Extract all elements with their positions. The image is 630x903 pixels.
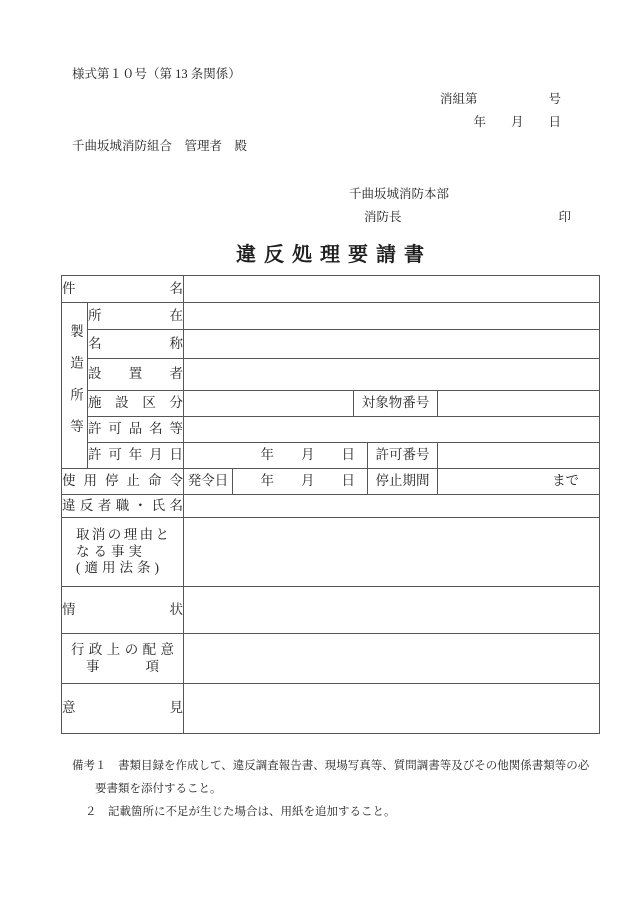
violator-name-field bbox=[184, 495, 600, 518]
circumstances-label: 情状 bbox=[62, 587, 184, 634]
case-name-label: 件名 bbox=[62, 276, 184, 303]
revocation-reason-line2: なる事実 bbox=[76, 543, 146, 559]
permit-number-label: 許可番号 bbox=[368, 443, 438, 469]
case-name-field bbox=[184, 276, 600, 303]
permitted-items-field bbox=[184, 417, 600, 443]
installer-label: 設置者 bbox=[88, 359, 184, 391]
name-field bbox=[184, 330, 600, 359]
addressee: 千曲坂城消防組合 管理者 殿 bbox=[72, 139, 248, 153]
location-field bbox=[184, 303, 600, 330]
administrative-consideration-label bbox=[62, 634, 184, 684]
revocation-reason-line1: 取消の理由と bbox=[76, 526, 169, 542]
facility-category-label: 施設区分 bbox=[88, 391, 184, 417]
use-suspension-order-label: 使用停止命令 bbox=[62, 469, 184, 495]
remarks-line3: ２ 記載箇所に不足が生じた場合は、用紙を追加すること。 bbox=[85, 806, 396, 818]
permitted-items-label: 許可品名等 bbox=[88, 417, 184, 443]
suspension-period-label: 停止期間 bbox=[368, 469, 438, 495]
doc-number-prefix: 消組第 bbox=[440, 92, 478, 106]
location-label: 所在 bbox=[88, 303, 184, 330]
sender-line bbox=[364, 207, 571, 225]
permit-date-label: 許可年月日 bbox=[88, 443, 184, 469]
issue-date-label: 発令日 bbox=[184, 469, 233, 495]
suspension-date-placeholder: 年 月 日 bbox=[233, 469, 368, 495]
doc-number-suffix: 号 bbox=[548, 92, 561, 106]
circumstances-field bbox=[184, 587, 600, 634]
object-number-field bbox=[438, 391, 600, 417]
permit-number-field bbox=[438, 443, 600, 469]
revocation-reason-line3: (適用法条) bbox=[76, 560, 163, 576]
administrative-consideration-line1: 行政上の配意 bbox=[71, 641, 174, 657]
manufacturing-site-vertical-label: 製造所等 bbox=[62, 303, 88, 469]
revocation-reason-field bbox=[184, 518, 600, 587]
administrative-consideration-field bbox=[184, 634, 600, 684]
form-number: 様式第１０号（第 13 条関係） bbox=[72, 67, 241, 81]
remarks-block bbox=[72, 755, 589, 824]
revocation-reason-label bbox=[62, 518, 184, 587]
remarks-line1: 備考１ 書類目録を作成して、違反調査報告書、現場写真等、質問調書等及びその他関係書類等の必 bbox=[72, 760, 590, 772]
sender-organization: 千曲坂城消防本部 bbox=[349, 187, 450, 201]
header-date-placeholder: 年 月 日 bbox=[473, 115, 561, 129]
sender-title: 消防長 bbox=[364, 210, 402, 224]
page-title: 違反処理要請書 bbox=[236, 244, 432, 266]
opinion-field bbox=[184, 684, 600, 734]
violation-form-table bbox=[61, 275, 600, 734]
doc-number-line bbox=[440, 89, 561, 107]
violator-name-label: 違反者職・氏名 bbox=[62, 495, 184, 518]
seal-label: 印 bbox=[558, 210, 571, 224]
until-label: まで bbox=[438, 469, 600, 495]
administrative-consideration-line2: 事項 bbox=[86, 658, 159, 674]
facility-category-field bbox=[184, 391, 354, 417]
name-label: 名称 bbox=[88, 330, 184, 359]
permit-date-placeholder: 年 月 日 bbox=[184, 443, 368, 469]
installer-field bbox=[184, 359, 600, 391]
object-number-label: 対象物番号 bbox=[354, 391, 438, 417]
opinion-label: 意見 bbox=[62, 684, 184, 734]
remarks-line2: 要書類を添付すること。 bbox=[95, 783, 222, 795]
